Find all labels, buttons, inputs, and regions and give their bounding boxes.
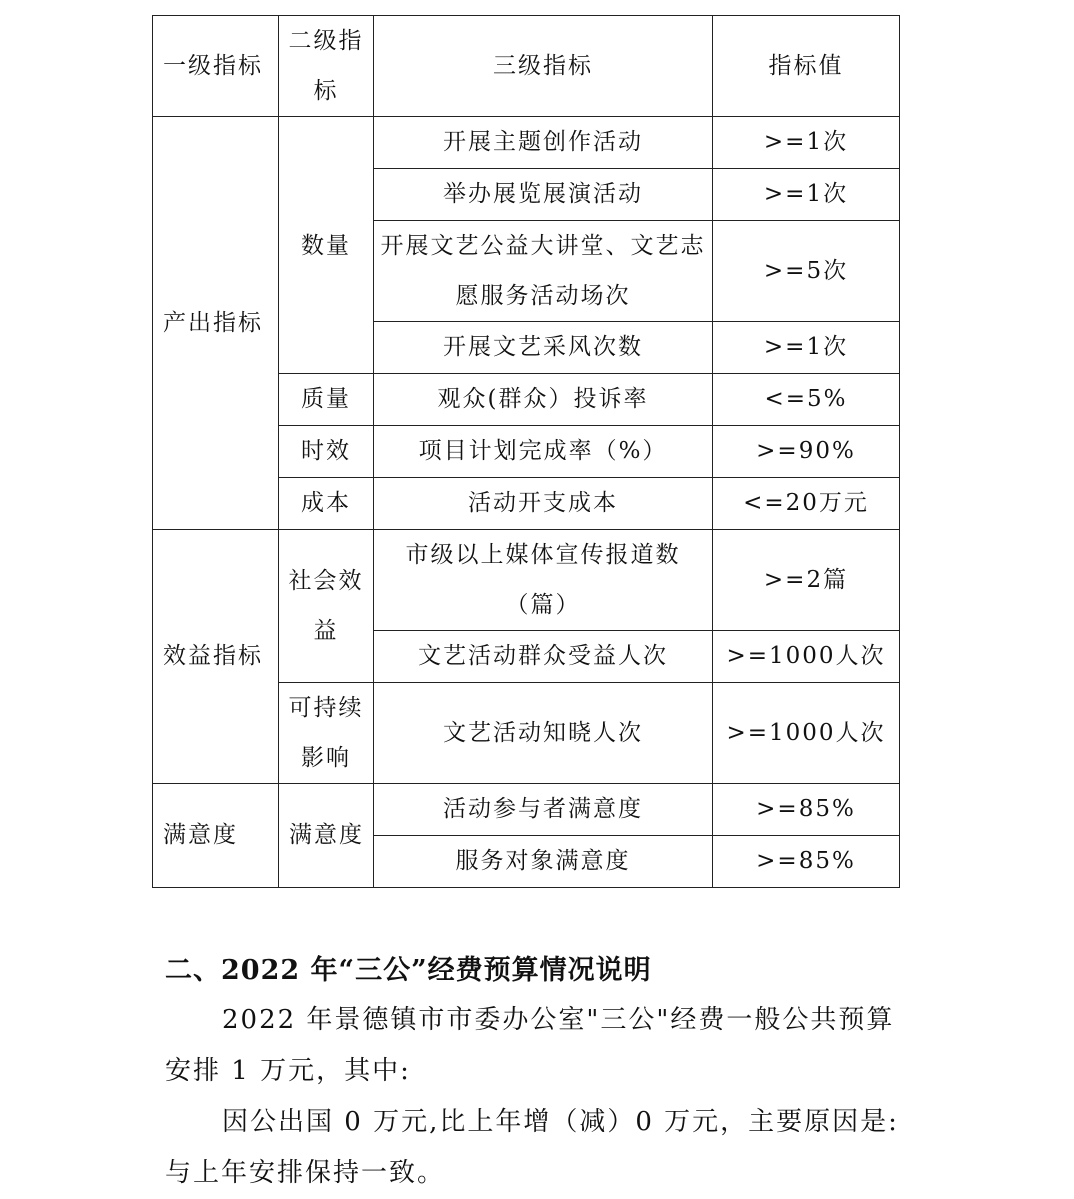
header-level3: 三级指标 [374, 16, 713, 117]
indicator-cell: 市级以上媒体宣传报道数（篇） [374, 530, 713, 631]
value-cell: >=90% [713, 426, 900, 478]
value-cell: >=1000人次 [713, 631, 900, 683]
value-cell: >=85% [713, 836, 900, 888]
indicator-cell: 开展文艺采风次数 [374, 322, 713, 374]
group-satisfaction: 满意度 [153, 784, 279, 888]
table-header-row [153, 16, 900, 117]
table-row [153, 784, 900, 836]
table-row [153, 530, 900, 631]
value-cell: >=1000人次 [713, 683, 900, 784]
performance-indicator-table [152, 15, 900, 888]
indicator-cell: 开展主题创作活动 [374, 117, 713, 169]
header-value: 指标值 [713, 16, 900, 117]
indicator-cell: 活动开支成本 [374, 478, 713, 530]
header-level2: 二级指标 [279, 16, 374, 117]
travel-paragraph [165, 1097, 910, 1199]
value-cell: <=5% [713, 374, 900, 426]
subgroup-social: 社会效益 [279, 530, 374, 683]
paragraph-text: 因公出国 0 万元,比上年增（减）0 万元，主要原因是:与上年安排保持一致。 [165, 1107, 899, 1188]
group-output: 产出指标 [153, 117, 279, 530]
subgroup-sustain: 可持续影响 [279, 683, 374, 784]
value-cell: <=20万元 [713, 478, 900, 530]
indicator-cell: 开展文艺公益大讲堂、文艺志愿服务活动场次 [374, 221, 713, 322]
indicator-cell: 举办展览展演活动 [374, 169, 713, 221]
value-cell: >=85% [713, 784, 900, 836]
indicator-cell: 项目计划完成率（%） [374, 426, 713, 478]
subgroup-timeliness: 时效 [279, 426, 374, 478]
table-row [153, 117, 900, 169]
value-cell: >=5次 [713, 221, 900, 322]
header-level1: 一级指标 [153, 16, 279, 117]
value-cell: >=1次 [713, 322, 900, 374]
indicator-cell: 文艺活动知晓人次 [374, 683, 713, 784]
indicator-cell: 服务对象满意度 [374, 836, 713, 888]
subgroup-quality: 质量 [279, 374, 374, 426]
indicator-cell: 观众(群众）投诉率 [374, 374, 713, 426]
value-cell: >=1次 [713, 117, 900, 169]
indicator-cell: 活动参与者满意度 [374, 784, 713, 836]
subgroup-satisfaction: 满意度 [279, 784, 374, 888]
value-cell: >=2篇 [713, 530, 900, 631]
paragraph-text: 2022 年景德镇市市委办公室"三公"经费一般公共预算安排 1 万元，其中: [165, 1005, 895, 1086]
section-heading: 二、2022 年“三公”经费预算情况说明 [165, 955, 652, 986]
subgroup-quantity: 数量 [279, 117, 374, 374]
group-benefit: 效益指标 [153, 530, 279, 784]
value-cell: >=1次 [713, 169, 900, 221]
indicator-cell: 文艺活动群众受益人次 [374, 631, 713, 683]
budget-paragraph [165, 995, 910, 1097]
subgroup-cost: 成本 [279, 478, 374, 530]
